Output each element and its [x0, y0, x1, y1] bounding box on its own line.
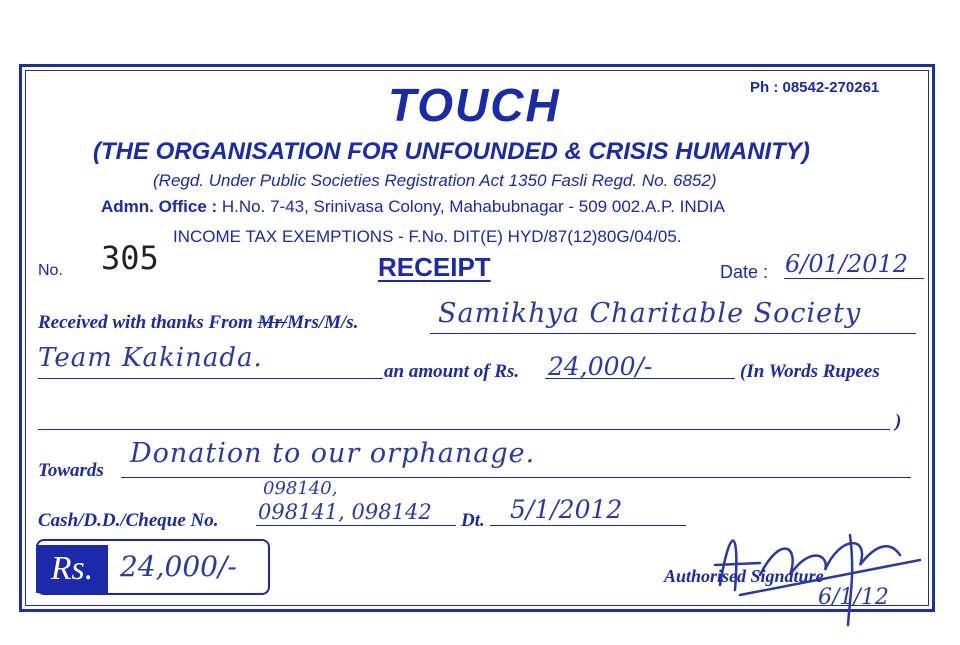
- rs-badge: Rs.: [36, 545, 108, 593]
- office-address-text: H.No. 7-43, Srinivasa Colony, Mahabubnagar - 509 002.A.P. INDIA: [221, 197, 725, 216]
- cheque-value: 098141, 098142: [258, 500, 432, 524]
- received-prefix: Received with thanks From: [38, 312, 253, 333]
- towards-value: Donation to our orphanage.: [130, 438, 536, 469]
- cheque-extra-value: 098140,: [263, 478, 338, 499]
- from-name: Samikhya Charitable Society: [438, 298, 862, 329]
- towards-label: Towards: [38, 460, 104, 481]
- office-label: Admn. Office :: [101, 197, 218, 216]
- date-label: Date :: [720, 262, 769, 282]
- signature-date: 6/1/12: [818, 585, 889, 610]
- from-name-line: [430, 333, 916, 334]
- amount-label: an amount of Rs.: [384, 361, 520, 382]
- received-mr-struck: Mr/: [257, 312, 288, 333]
- tax-exemption-text: INCOME TAX EXEMPTIONS - F.No. DIT(E) HYD/87(12)80G/04/05.: [173, 227, 682, 246]
- box-amount-value: 24,000/-: [120, 550, 237, 583]
- receipt-number: 305: [101, 239, 159, 277]
- signature-label: Authorised Signature: [664, 566, 824, 586]
- organisation-logo: TOUCH: [388, 79, 561, 131]
- receipt-title: RECEIPT: [378, 252, 491, 282]
- date-value: 6/01/2012: [785, 250, 909, 278]
- registration-text: (Regd. Under Public Societies Registration Act 1350 Fasli Regd. No. 6852): [153, 171, 717, 190]
- date-line: [784, 278, 924, 279]
- received-rest: Mrs/M/s.: [287, 312, 359, 333]
- office-address: [101, 197, 725, 217]
- cheque-label: Cash/D.D./Cheque No.: [38, 510, 219, 531]
- amount-words-line: [38, 429, 890, 430]
- receipt-no-label: No.: [38, 262, 63, 279]
- in-words-label: (In Words Rupees: [740, 361, 880, 382]
- in-words-close: ): [895, 411, 902, 432]
- dt-line: [490, 525, 686, 526]
- phone-number: Ph : 08542-270261: [750, 79, 880, 96]
- received-from-label: [38, 312, 358, 334]
- towards-line: [121, 477, 911, 478]
- amount-line: [545, 378, 735, 379]
- from-name-line2: Team Kakinada.: [38, 343, 263, 373]
- dt-label: Dt.: [461, 510, 485, 531]
- from-line2-line: [38, 378, 383, 379]
- dt-value: 5/1/2012: [510, 495, 623, 524]
- cheque-line: [256, 525, 456, 526]
- organisation-name: (THE ORGANISATION FOR UNFOUNDED & CRISIS HUMANITY): [93, 138, 810, 165]
- amount-value: 24,000/-: [548, 352, 653, 381]
